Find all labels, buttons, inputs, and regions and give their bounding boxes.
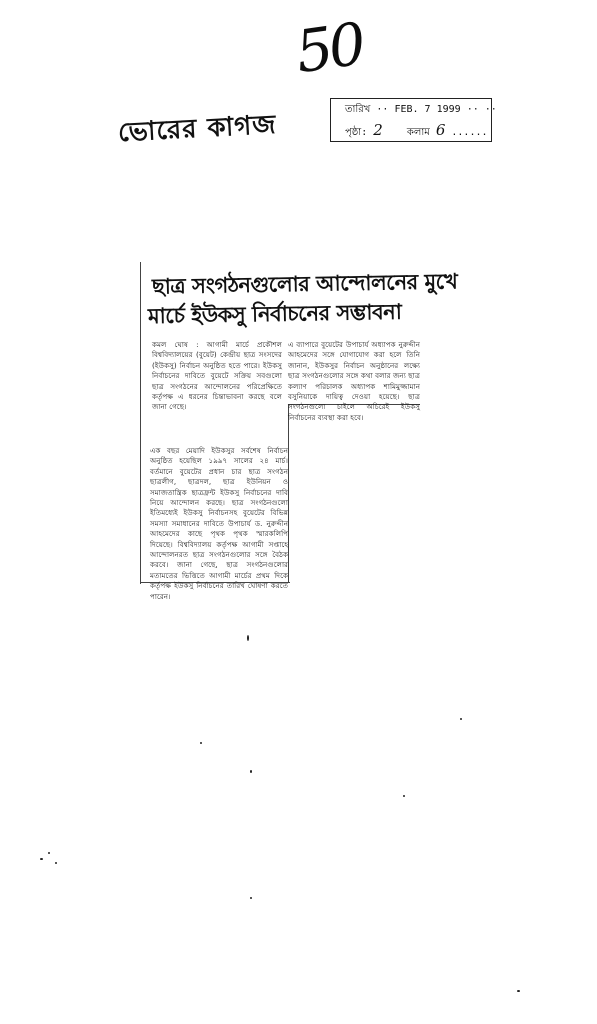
- article-column-left-top: কমল ঘোষ : আগামী মার্চে প্রকৌশল বিশ্ববিদ্যালয়ের (বুয়েট) কেন্দ্রীয় ছাত্র সংসদের (ইউকসু) নির্বাচন অনুষ্ঠিত হতে পারে। ইউকসু নির্বাচনের দাবিতে বুয়েটে সক্রিয় সবগুলো ছাত্র সংগঠনের আন্দোলনের পরিপ্রেক্ষিতে কর্তৃপক্ষ এ ধরনের চিন্তাভাবনা করছে বলে জানা গেছে।: [152, 340, 282, 412]
- article-column-left-bottom: এক বছর মেয়াদি ইউকসুর সর্বশেষ নির্বাচন অনুষ্ঠিত হয়েছিল ১৯৯৭ সালের ২৪ মার্চ। বর্তমানে বুয়েটের প্রধান চার ছাত্র সংগঠন ছাত্রলীগ, ছাত্রদল, ছাত্র ইউনিয়ন ও সমাজতান্ত্রিক ছাত্রফ্রন্ট ইউকসু নির্বাচনের দাবি নিয়ে আন্দোলন করছে। ছাত্র সংগঠনগুলো ইতিমধ্যেই ইউকসু নির্বাচনসহ বুয়েটের বিভিন্ন সমস্যা সমাধানের দাবিতে উপাচার্য ড. নুরুদ্দীন আহমেদের কাছে পৃথক পৃথক স্মারকলিপি দিয়েছে। বিশ্ববিদ্যালয় কর্তৃপক্ষ আগামী সপ্তাহে আন্দোলনরত ছাত্র সংগঠনগুলোর সঙ্গে বৈঠক করবে। জানা গেছে, ছাত্র সংগঠনগুলোর মতামতের ভিত্তিতে আগামী মার্চের প্রথম দিকে কর্তৃপক্ষ ইউকসু নির্বাচনের তারিখ ঘোষণা করতে পারেন।: [150, 446, 288, 601]
- date-stamp: [330, 98, 497, 142]
- stamp-column-label: কলাম: [406, 127, 430, 138]
- stamp-date-value: FEB. 7 1999: [394, 104, 461, 115]
- stamp-date-row: তারিখ ·· FEB. 7 1999 ·· ··: [345, 104, 497, 115]
- stamp-date-label: তারিখ: [345, 104, 371, 115]
- stamp-page-value: 2: [373, 121, 383, 139]
- stamp-page-row: পৃষ্ঠা: 2 কলাম 6 ......: [345, 121, 488, 139]
- newspaper-name: ভোরের কাগজ: [117, 109, 278, 149]
- stamp-column-value: 6: [435, 121, 446, 139]
- article-column-right: এ ব্যাপারে বুয়েটের উপাচার্য অধ্যাপক নুরুদ্দীন আহমেদের সঙ্গে যোগাযোগ করা হলে তিনি জানান, ইউকসুর নির্বাচন অনুষ্ঠানের লক্ষ্যে ছাত্র সংগঠনগুলোর সঙ্গে কথা বলার জন্য ছাত্র কল্যাণ পরিচালক অধ্যাপক শামিমুজ্জামান বসুনিয়াকে দায়িত্ব দেওয়া হয়েছে। ছাত্র সংগঠনগুলো চাইলে অচিরেই ইউকসু নির্বাচনের ব্যবস্থা করা হবে।: [288, 340, 420, 422]
- folio-number: 50: [291, 9, 367, 87]
- stamp-page-label: পৃষ্ঠা: [345, 127, 362, 138]
- headline-line-2: মার্চে ইউকসু নির্বাচনের সম্ভাবনা: [147, 299, 402, 329]
- headline-line-1: ছাত্র সংগঠনগুলোর আন্দোলনের মুখে: [151, 269, 458, 299]
